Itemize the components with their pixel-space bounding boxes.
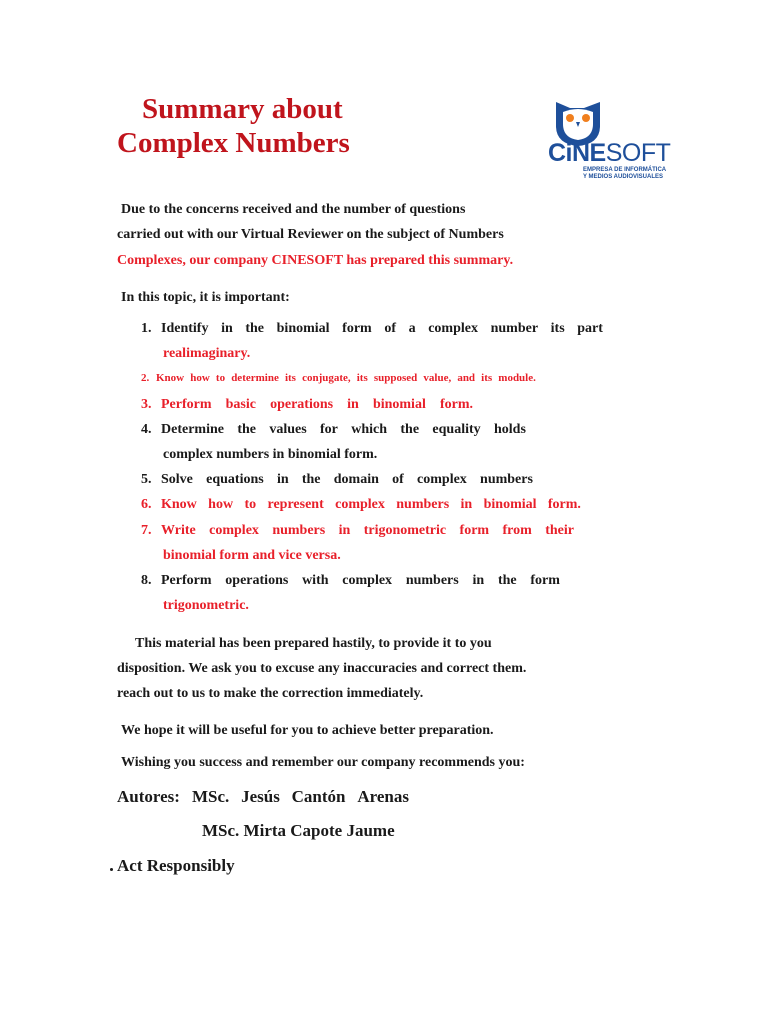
list-item-word: equality — [432, 422, 481, 437]
list-item — [161, 573, 560, 589]
list-item-word: Determine — [161, 422, 224, 437]
list-item-word: in — [276, 472, 289, 487]
closing-line: Act Responsibly — [117, 856, 235, 875]
list-item-word: its — [481, 372, 493, 384]
list-item-word: part — [577, 321, 603, 336]
list-item-word: of — [384, 321, 396, 336]
author-1-word: Cantón — [291, 787, 346, 806]
list-item-word: binomial — [276, 321, 330, 336]
list-item-word: which — [351, 422, 388, 437]
list-item-word: to — [244, 497, 257, 512]
list-item-word: basic — [225, 397, 256, 412]
list-item-word: its — [356, 372, 368, 384]
list-item-word: operations — [270, 397, 334, 412]
list-item-word: number — [490, 321, 539, 336]
list-item-word: numbers — [272, 523, 326, 538]
list-item — [161, 472, 533, 488]
list-item-word: how — [190, 372, 210, 384]
author-1 — [192, 787, 409, 807]
list-item-word: to — [215, 372, 226, 384]
list-item-word: the — [245, 321, 265, 336]
wish-line: Wishing you success and remember our company recommends you: — [121, 755, 525, 770]
list-item-word: Know — [156, 372, 185, 384]
list-item-word: Write — [161, 523, 196, 538]
list-item-word: trigonometric — [363, 523, 447, 538]
list-item — [156, 372, 536, 384]
list-item-word: of — [392, 472, 404, 487]
intro-line-3: Complexes, our company CINESOFT has prepared this summary. — [117, 253, 514, 268]
list-item-word: its — [284, 372, 296, 384]
list-item-word: value, — [423, 372, 452, 384]
list-item-number: 2. — [141, 372, 150, 384]
list-item-word: holds — [493, 422, 526, 437]
list-item-word: with — [302, 573, 329, 588]
list-item-number: 8. — [141, 573, 152, 588]
list-item-word: equations — [206, 472, 264, 487]
list-item-word: numbers — [480, 472, 533, 487]
logo-wordmark-cine: CiNE — [548, 139, 606, 167]
list-item-word: and — [457, 372, 476, 384]
list-item-word: Know — [161, 497, 197, 512]
list-item-word: for — [320, 422, 338, 437]
bullet-dot — [110, 868, 113, 871]
author-1-word: Jesús — [241, 787, 280, 806]
list-item-continuation: realimaginary. — [163, 346, 251, 361]
list-item-word: Identify — [161, 321, 209, 336]
title-line-1: Summary about — [142, 93, 343, 125]
list-item — [161, 321, 603, 337]
hope-line: We hope it will be useful for you to achieve better preparation. — [121, 723, 494, 738]
list-item-continuation: trigonometric. — [163, 598, 249, 613]
list-item-word: Solve — [161, 472, 193, 487]
list-item — [161, 523, 574, 539]
list-item-word: in — [472, 573, 485, 588]
list-item-word: in — [221, 321, 233, 336]
list-item-word: the — [497, 573, 517, 588]
list-item-word: in — [347, 397, 359, 412]
list-item — [161, 422, 526, 438]
author-2: MSc. Mirta Capote Jaume — [202, 821, 395, 840]
list-item-word: form — [459, 523, 490, 538]
list-item-word: operations — [225, 573, 289, 588]
intro-line-2: carried out with our Virtual Reviewer on the subject of Numbers — [117, 227, 504, 242]
list-item-word: determine — [231, 372, 279, 384]
cinesoft-logo — [548, 96, 672, 186]
logo-wordmark — [548, 140, 672, 166]
author-1-word: MSc. — [192, 787, 230, 806]
list-item-word: the — [400, 422, 420, 437]
title-line-2: Complex Numbers — [117, 127, 350, 159]
intro-line-1: Due to the concerns received and the number of questions — [121, 202, 466, 217]
list-item-number: 7. — [141, 523, 152, 538]
list-item — [161, 497, 581, 513]
list-item-word: form. — [547, 497, 581, 512]
logo-tagline-1: EMPRESA DE INFORMÁTICA — [583, 167, 667, 173]
list-item-word: represent — [267, 497, 324, 512]
list-item-word: values — [269, 422, 307, 437]
list-item-word: form — [342, 321, 372, 336]
list-item-number: 6. — [141, 497, 152, 512]
list-item-number: 4. — [141, 422, 152, 437]
document-title — [117, 92, 350, 160]
list-item-continuation: binomial form and vice versa. — [163, 548, 341, 563]
list-item-word: from — [502, 523, 532, 538]
list-item-number: 1. — [141, 321, 152, 336]
list-item-word: in — [338, 523, 351, 538]
list-item-word: the — [301, 472, 321, 487]
list-item-word: complex — [342, 573, 393, 588]
list-item-word: numbers — [396, 497, 450, 512]
list-item-word: complex — [335, 497, 385, 512]
list-item-word: their — [545, 523, 574, 538]
list-item-word: binomial — [483, 497, 537, 512]
logo-tagline-2: Y MEDIOS AUDIOVISUALES — [583, 174, 664, 180]
list-item-word: Perform — [161, 573, 212, 588]
list-item-word: form — [530, 573, 560, 588]
list-item-word: how — [208, 497, 234, 512]
disclaimer-line-1: This material has been prepared hastily, to provide it to you — [135, 636, 492, 651]
list-item-word: complex — [428, 321, 478, 336]
list-item-word: complex — [209, 523, 259, 538]
disclaimer-line-3: reach out to us to make the correction immediately. — [117, 686, 424, 701]
list-item-word: domain — [333, 472, 379, 487]
list-item-number: 5. — [141, 472, 152, 487]
list-item-word: supposed — [373, 372, 418, 384]
topic-intro: In this topic, it is important: — [121, 290, 290, 305]
list-item-word: form. — [439, 397, 473, 412]
list-item-word: conjugate, — [302, 372, 351, 384]
logo-wordmark-soft: SOFT — [605, 139, 671, 167]
list-item-word: a — [408, 321, 416, 336]
list-item — [161, 397, 473, 413]
list-item-number: 3. — [141, 397, 152, 412]
list-item-word: numbers — [405, 573, 459, 588]
list-item-word: module. — [498, 372, 536, 384]
list-item-word: in — [460, 497, 473, 512]
list-item-word: complex — [417, 472, 467, 487]
list-item-word: its — [550, 321, 565, 336]
list-item-word: Perform — [161, 397, 212, 412]
list-item-word: binomial — [372, 397, 426, 412]
list-item-word: the — [237, 422, 256, 437]
author-1-word: Arenas — [357, 787, 409, 806]
disclaimer-line-2: disposition. We ask you to excuse any inaccuracies and correct them. — [117, 661, 527, 676]
authors-label: Autores: — [117, 787, 180, 806]
logo-tagline — [583, 167, 666, 181]
list-item-continuation: complex numbers in binomial form. — [163, 447, 378, 462]
